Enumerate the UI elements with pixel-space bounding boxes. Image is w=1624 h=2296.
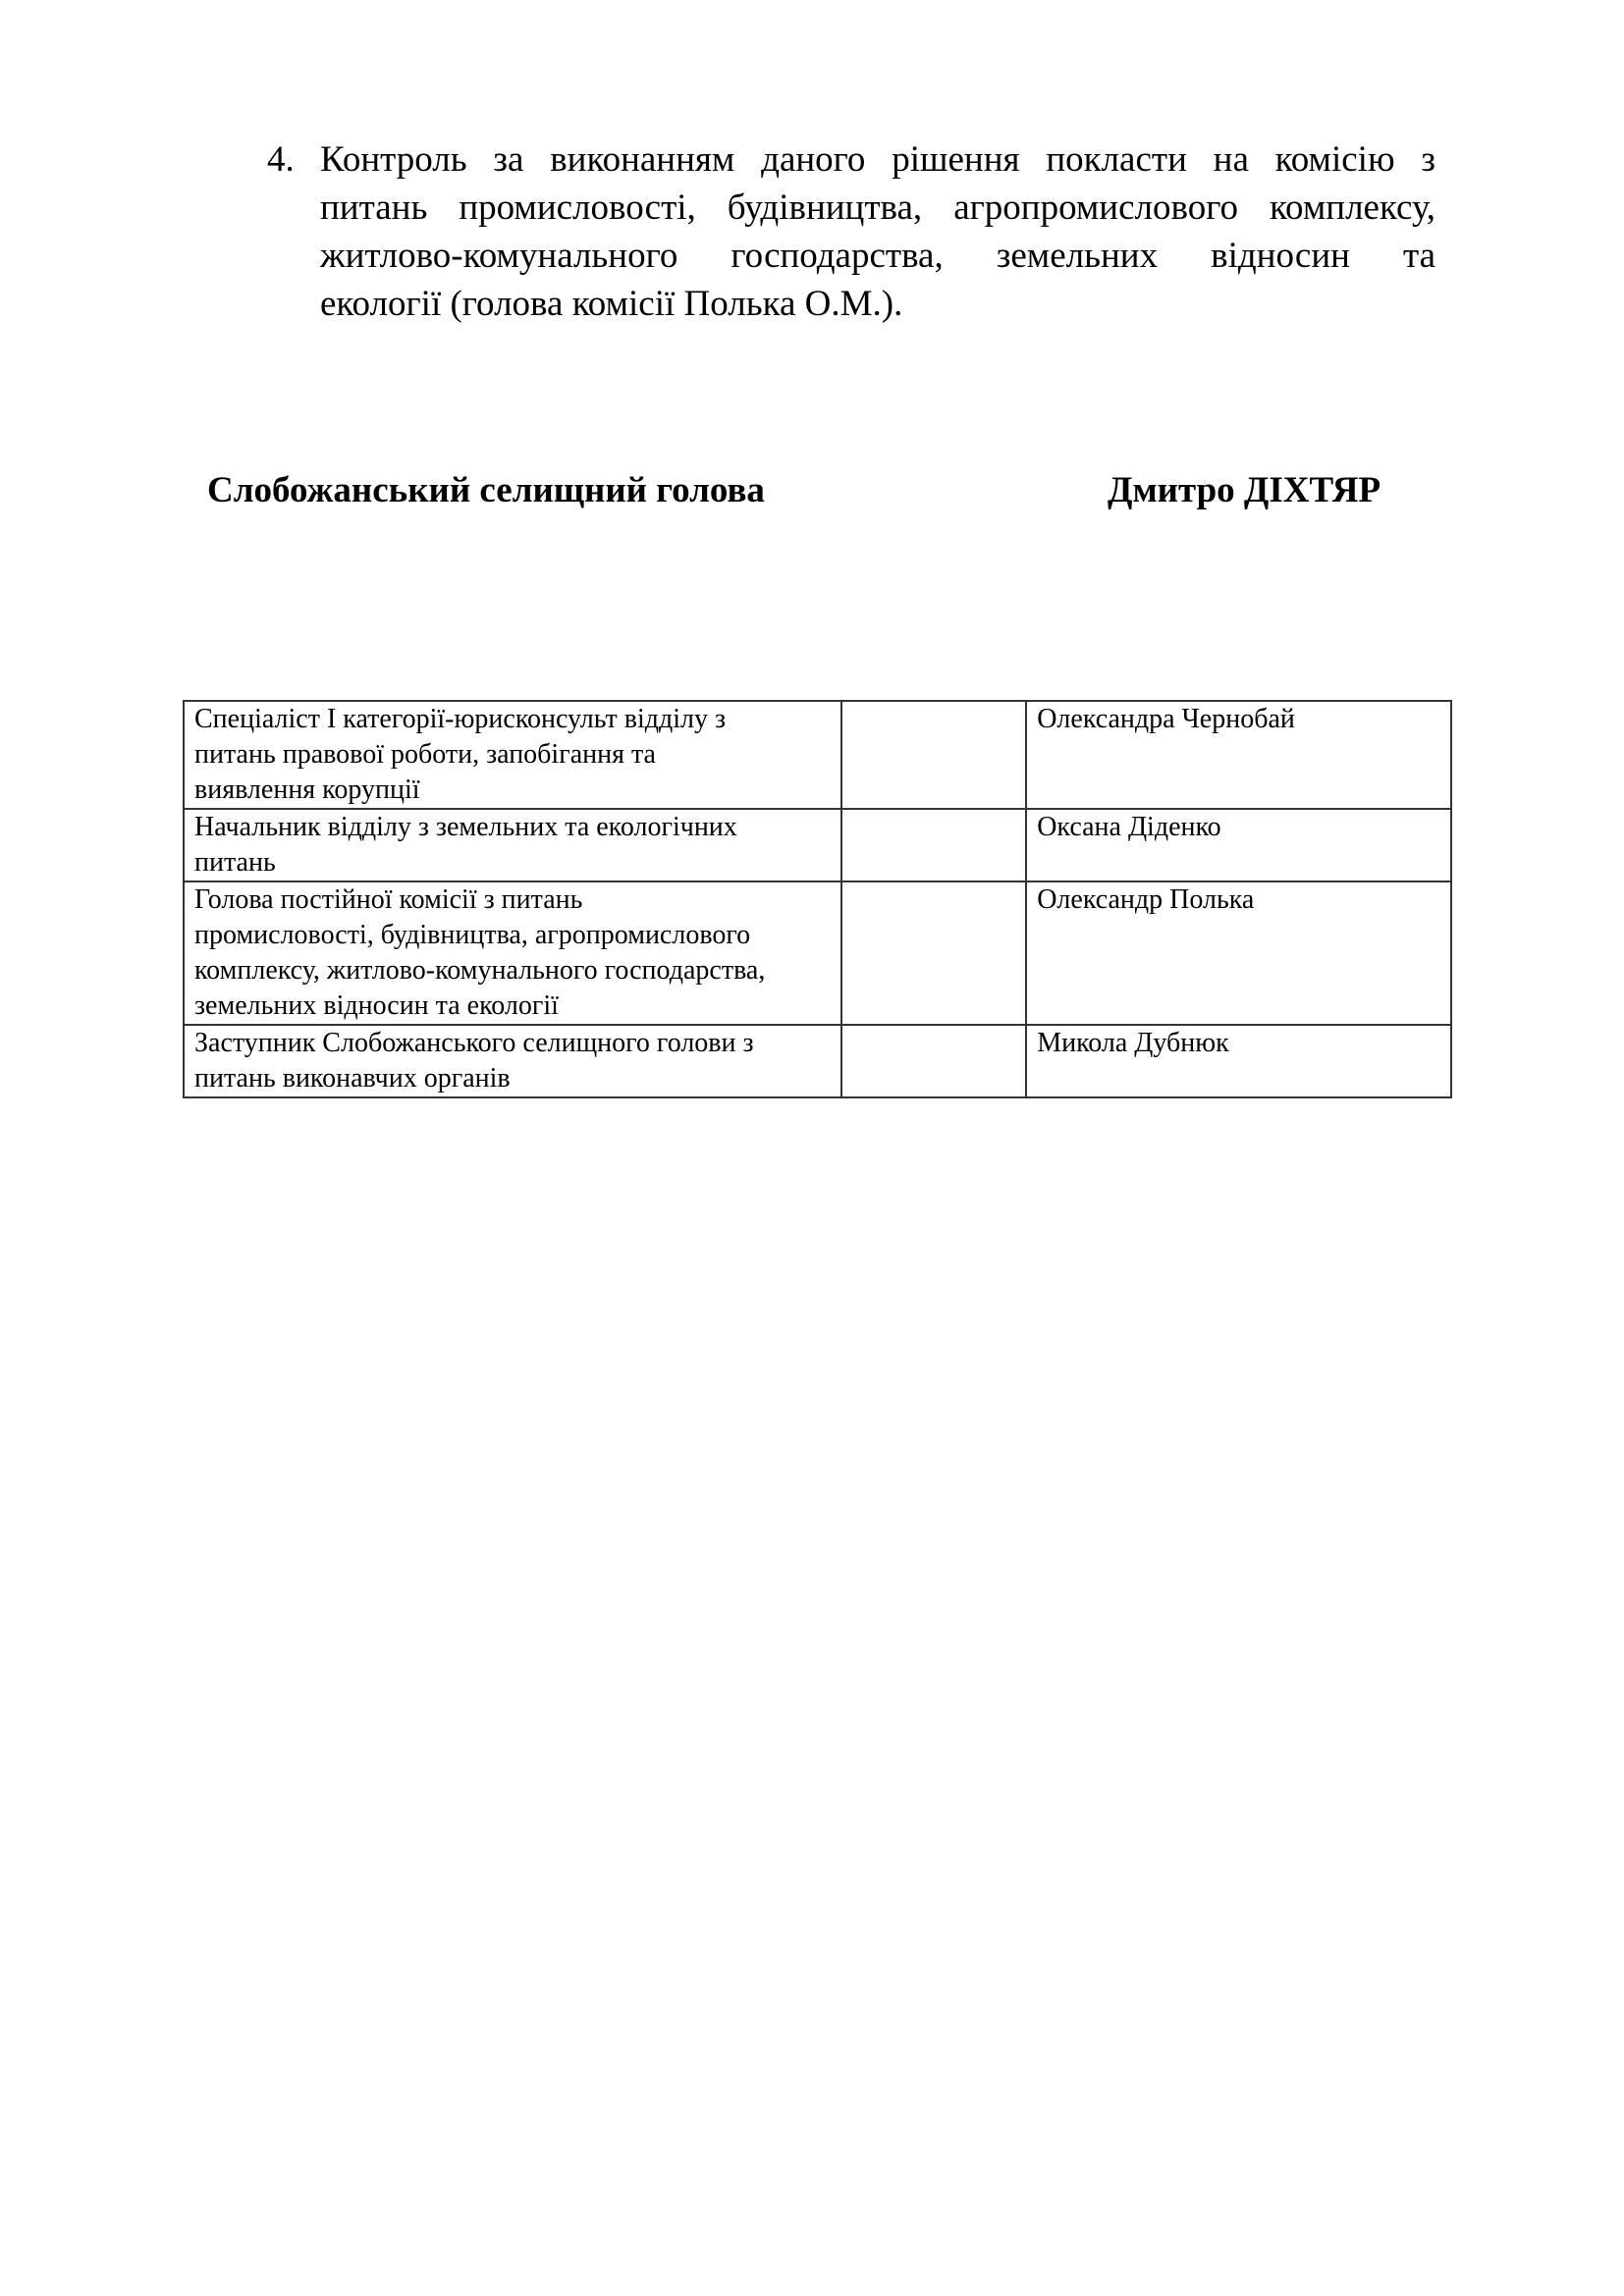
position-line: питань правової роботи, запобігання та xyxy=(194,739,656,770)
item-text-line: екології (голова комісії Полька О.М.). xyxy=(320,284,903,324)
table-row xyxy=(184,809,1451,881)
item-number: 4. xyxy=(267,139,295,180)
name-cell: Олександра Чернобай xyxy=(1026,701,1451,809)
item-text-line: питань промисловості, будівництва, агропромислового комплексу, xyxy=(320,187,1435,228)
position-cell xyxy=(184,1025,841,1097)
table-row xyxy=(184,1025,1451,1097)
position-line: питань xyxy=(194,847,276,878)
name-cell: Микола Дубнюк xyxy=(1026,1025,1451,1097)
name-cell: Оксана Діденко xyxy=(1026,809,1451,881)
signatory-name: Дмитро ДІХТЯР xyxy=(1108,470,1381,510)
position-line: Начальник відділу з земельних та екологічних xyxy=(194,812,737,842)
item-text-line: Контроль за виконанням даного рішення покласти на комісію з xyxy=(320,139,1435,180)
signature-cell xyxy=(841,1025,1026,1097)
position-cell xyxy=(184,809,841,881)
position-line: Заступник Слобожанського селищного голови з xyxy=(194,1028,754,1058)
table-row xyxy=(184,701,1451,809)
signatory-title: Слобожанський селищний голова xyxy=(207,470,765,510)
position-cell xyxy=(184,701,841,809)
item-text-line: житлово-комунального господарства, земельних відносин та xyxy=(320,236,1435,276)
signature-cell xyxy=(841,701,1026,809)
signature-cell xyxy=(841,881,1026,1025)
position-line: виявлення корупції xyxy=(194,774,420,805)
position-line: питань виконавчих органів xyxy=(194,1063,511,1094)
position-line: Голова постійної комісії з питань xyxy=(194,884,583,915)
signature-cell xyxy=(841,809,1026,881)
approval-table xyxy=(183,700,1452,1098)
position-line: Спеціаліст І категорії-юрисконсульт відділу з xyxy=(194,704,727,734)
position-line: промисловості, будівництва, агропромислового xyxy=(194,920,751,950)
item-text xyxy=(320,135,1435,328)
name-cell: Олександр Полька xyxy=(1026,881,1451,1025)
position-line: комплексу, житлово-комунального господарства, xyxy=(194,955,766,986)
position-cell xyxy=(184,881,841,1025)
position-line: земельних відносин та екології xyxy=(194,990,559,1021)
table-row xyxy=(184,881,1451,1025)
